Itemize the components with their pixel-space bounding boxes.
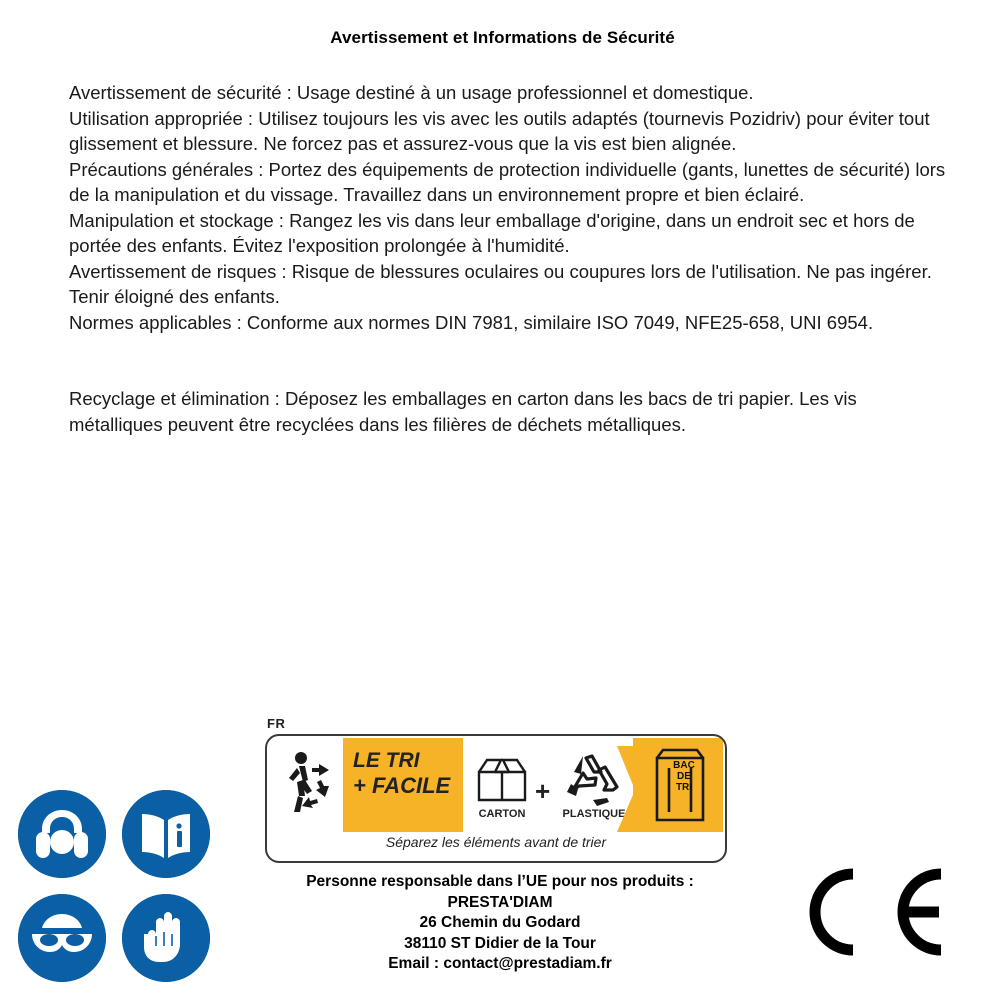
paragraph-spacer: [69, 335, 949, 386]
carton-box-icon: [471, 748, 533, 806]
responsible-heading-prefix: Personne responsable dans l’: [306, 873, 526, 890]
paragraph-standards: Normes applicables : Conforme aux normes DIN 7981, similaire ISO 7049, NFE25-658, UNI 6954.: [69, 311, 874, 333]
safety-text-block: [69, 80, 949, 437]
paragraph-recycling: Recyclage et élimination : Déposez les emballages en carton dans les bacs de tri papier. Les vis métalliques peuvent être recyclées dans les filières de déchets métalliques.: [69, 388, 857, 435]
responsible-city: 38110 ST Didier de la Tour: [404, 934, 596, 952]
read-instructions-icon: [122, 790, 210, 878]
carton-label: CARTON: [478, 808, 526, 820]
bin-label-line3: TRI: [675, 782, 693, 793]
responsible-email: Email : contact@prestadiam.fr: [388, 955, 612, 972]
responsible-heading: [190, 872, 810, 893]
responsible-address: 26 Chemin du Godard: [419, 914, 581, 931]
bin-label: [659, 760, 709, 793]
ear-protection-icon: [18, 790, 106, 878]
paragraph-general-precautions: Précautions générales : Portez des équipements de protection individuelle (gants, lunettes de sécurité) lors de la manipulation et du vissage. Travaillez dans un environnement propre et bien éclairé.: [69, 158, 946, 205]
triman-frame: [265, 734, 727, 863]
triman-headline-line2: + FACILE: [353, 773, 451, 798]
responsible-heading-suffix: pour nos produits :: [547, 873, 694, 890]
plastic-recycle-icon: [563, 750, 621, 806]
paragraph-handling-storage: Manipulation et stockage : Rangez les vis dans leur emballage d'origine, dans un endroit sec et hors de portée des enfants. Évitez l'exposition prolongée à l'humidité.: [69, 209, 915, 256]
paragraph-proper-use: Utilisation appropriée : Utilisez toujours les vis avec les outils adaptés (tournevis Pozidriv) pour éviter tout glissement et blessure. Ne forcez pas et assurez-vous que la vis est bien alignée.: [69, 107, 930, 154]
triman-headline: [353, 748, 461, 798]
paragraph-risk-warning: Avertissement de risques : Risque de blessures oculaires ou coupures lors de l'utilisation. Ne pas ingérer. Tenir éloigné des enfants.: [69, 260, 932, 307]
triman-headline-line1: LE TRI: [353, 749, 420, 772]
page-title: Avertissement et Informations de Sécurité: [330, 28, 675, 47]
triman-country-code: FR: [267, 716, 286, 731]
triman-figure-icon: [275, 746, 341, 824]
plastic-label: PLASTIQUE: [562, 808, 626, 820]
responsible-heading-ue: UE: [525, 873, 548, 890]
ce-mark-icon: [795, 860, 955, 965]
triman-recycling-label: [265, 716, 725, 861]
bin-label-line1: BAC: [673, 760, 695, 771]
bin-label-line2: DE: [677, 771, 691, 782]
responsible-person-block: [190, 872, 810, 975]
triman-footer-text: Séparez les éléments avant de trier: [385, 834, 607, 850]
paragraph-safety-warning: Avertissement de sécurité : Usage destiné à un usage professionnel et domestique.: [69, 82, 754, 103]
eye-protection-icon: [18, 894, 106, 982]
responsible-company: PRESTA'DIAM: [447, 893, 553, 911]
triman-plus-sign: +: [535, 776, 551, 806]
